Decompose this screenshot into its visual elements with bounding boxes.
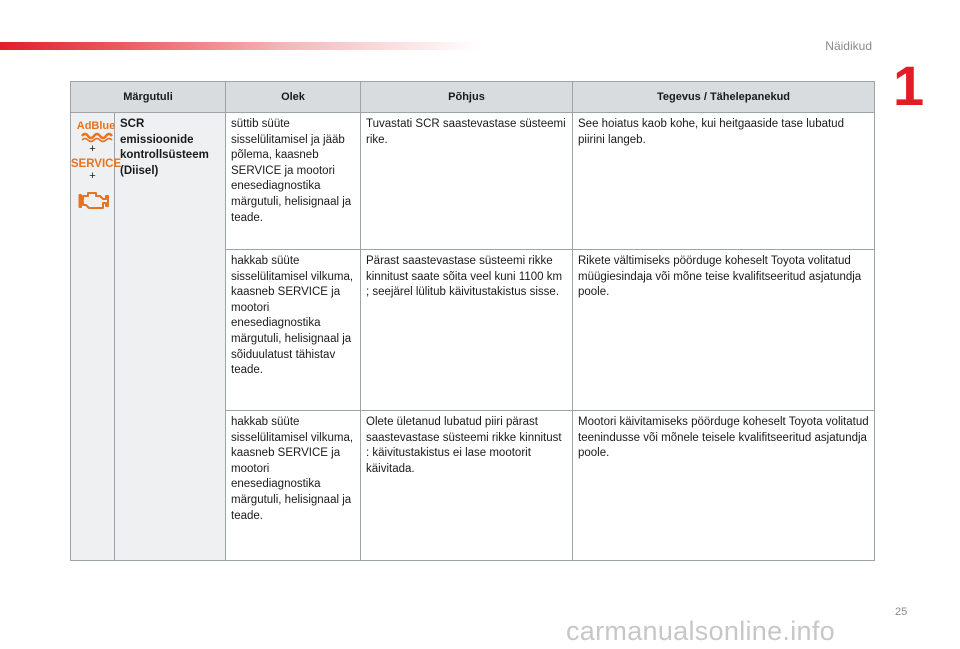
- column-header-indicator: Märgutuli: [71, 82, 226, 113]
- service-icon-label: SERVICE: [70, 158, 122, 170]
- watermark: carmanualsonline.info: [566, 616, 835, 646]
- column-header-cause: Põhjus: [361, 82, 573, 113]
- cause-cell: Tuvastati SCR saastevastase süsteemi rike.: [361, 113, 573, 250]
- cause-cell: Olete ületanud lubatud piiri pärast saastevastase süsteemi rikke kinnitust : käivitustakistus ei lase mootorit käivitada.: [361, 411, 573, 561]
- status-cell: süttib süüte sisselülitamisel ja jääb põlema, kaasneb SERVICE ja mootori enesediagnostika märgutuli, helisignaal ja teade.: [226, 113, 361, 250]
- status-cell: hakkab süüte sisselülitamisel vilkuma, kaasneb SERVICE ja mootori enesediagnostika märgutuli, helisignaal ja teade.: [226, 411, 361, 561]
- service-icon: [70, 156, 122, 170]
- action-cell: Mootori käivitamiseks pöörduge koheselt Toyota volitatud teenindusse või mõnele teisele kvalifitseeritud asjatundja poole.: [573, 411, 875, 561]
- action-cell: See hoiatus kaob kohe, kui heitgaaside tase lubatud piirini langeb.: [573, 113, 875, 250]
- warning-light-table: [70, 81, 875, 561]
- cause-cell: Pärast saastevastase süsteemi rikke kinnitust saate sõita veel kuni 1100 km ; seejärel lülitub käivitustakistus sisse.: [361, 250, 573, 411]
- chapter-number: 1: [893, 54, 925, 117]
- column-header-action: Tegevus / Tähelepanekud: [573, 82, 875, 113]
- header-accent-bar: [0, 42, 480, 50]
- plus-sign: +: [89, 170, 96, 182]
- page-number: 25: [895, 606, 908, 618]
- table-row: [71, 113, 875, 250]
- adblue-icon-label: AdBlue: [76, 120, 116, 132]
- table-header-row: [71, 82, 875, 113]
- indicator-name: SCR emissioonide kontrollsüsteem (Diisel): [115, 113, 226, 561]
- action-cell: Rikete vältimiseks pöörduge koheselt Toyota volitatud müügiesindaja või mõne teise kvalifitseeritud asjatundja poole.: [573, 250, 875, 411]
- plus-sign: +: [89, 143, 96, 155]
- adblue-icon: [76, 117, 116, 143]
- section-label: Näidikud: [825, 39, 872, 53]
- indicator-icons-cell: [70, 113, 122, 561]
- column-header-status: Olek: [226, 82, 361, 113]
- engine-warning-icon: [76, 188, 112, 212]
- status-cell: hakkab süüte sisselülitamisel vilkuma, kaasneb SERVICE ja mootori enesediagnostika märgutuli, helisignaal ja sõiduulatust tähistav teade.: [226, 250, 361, 411]
